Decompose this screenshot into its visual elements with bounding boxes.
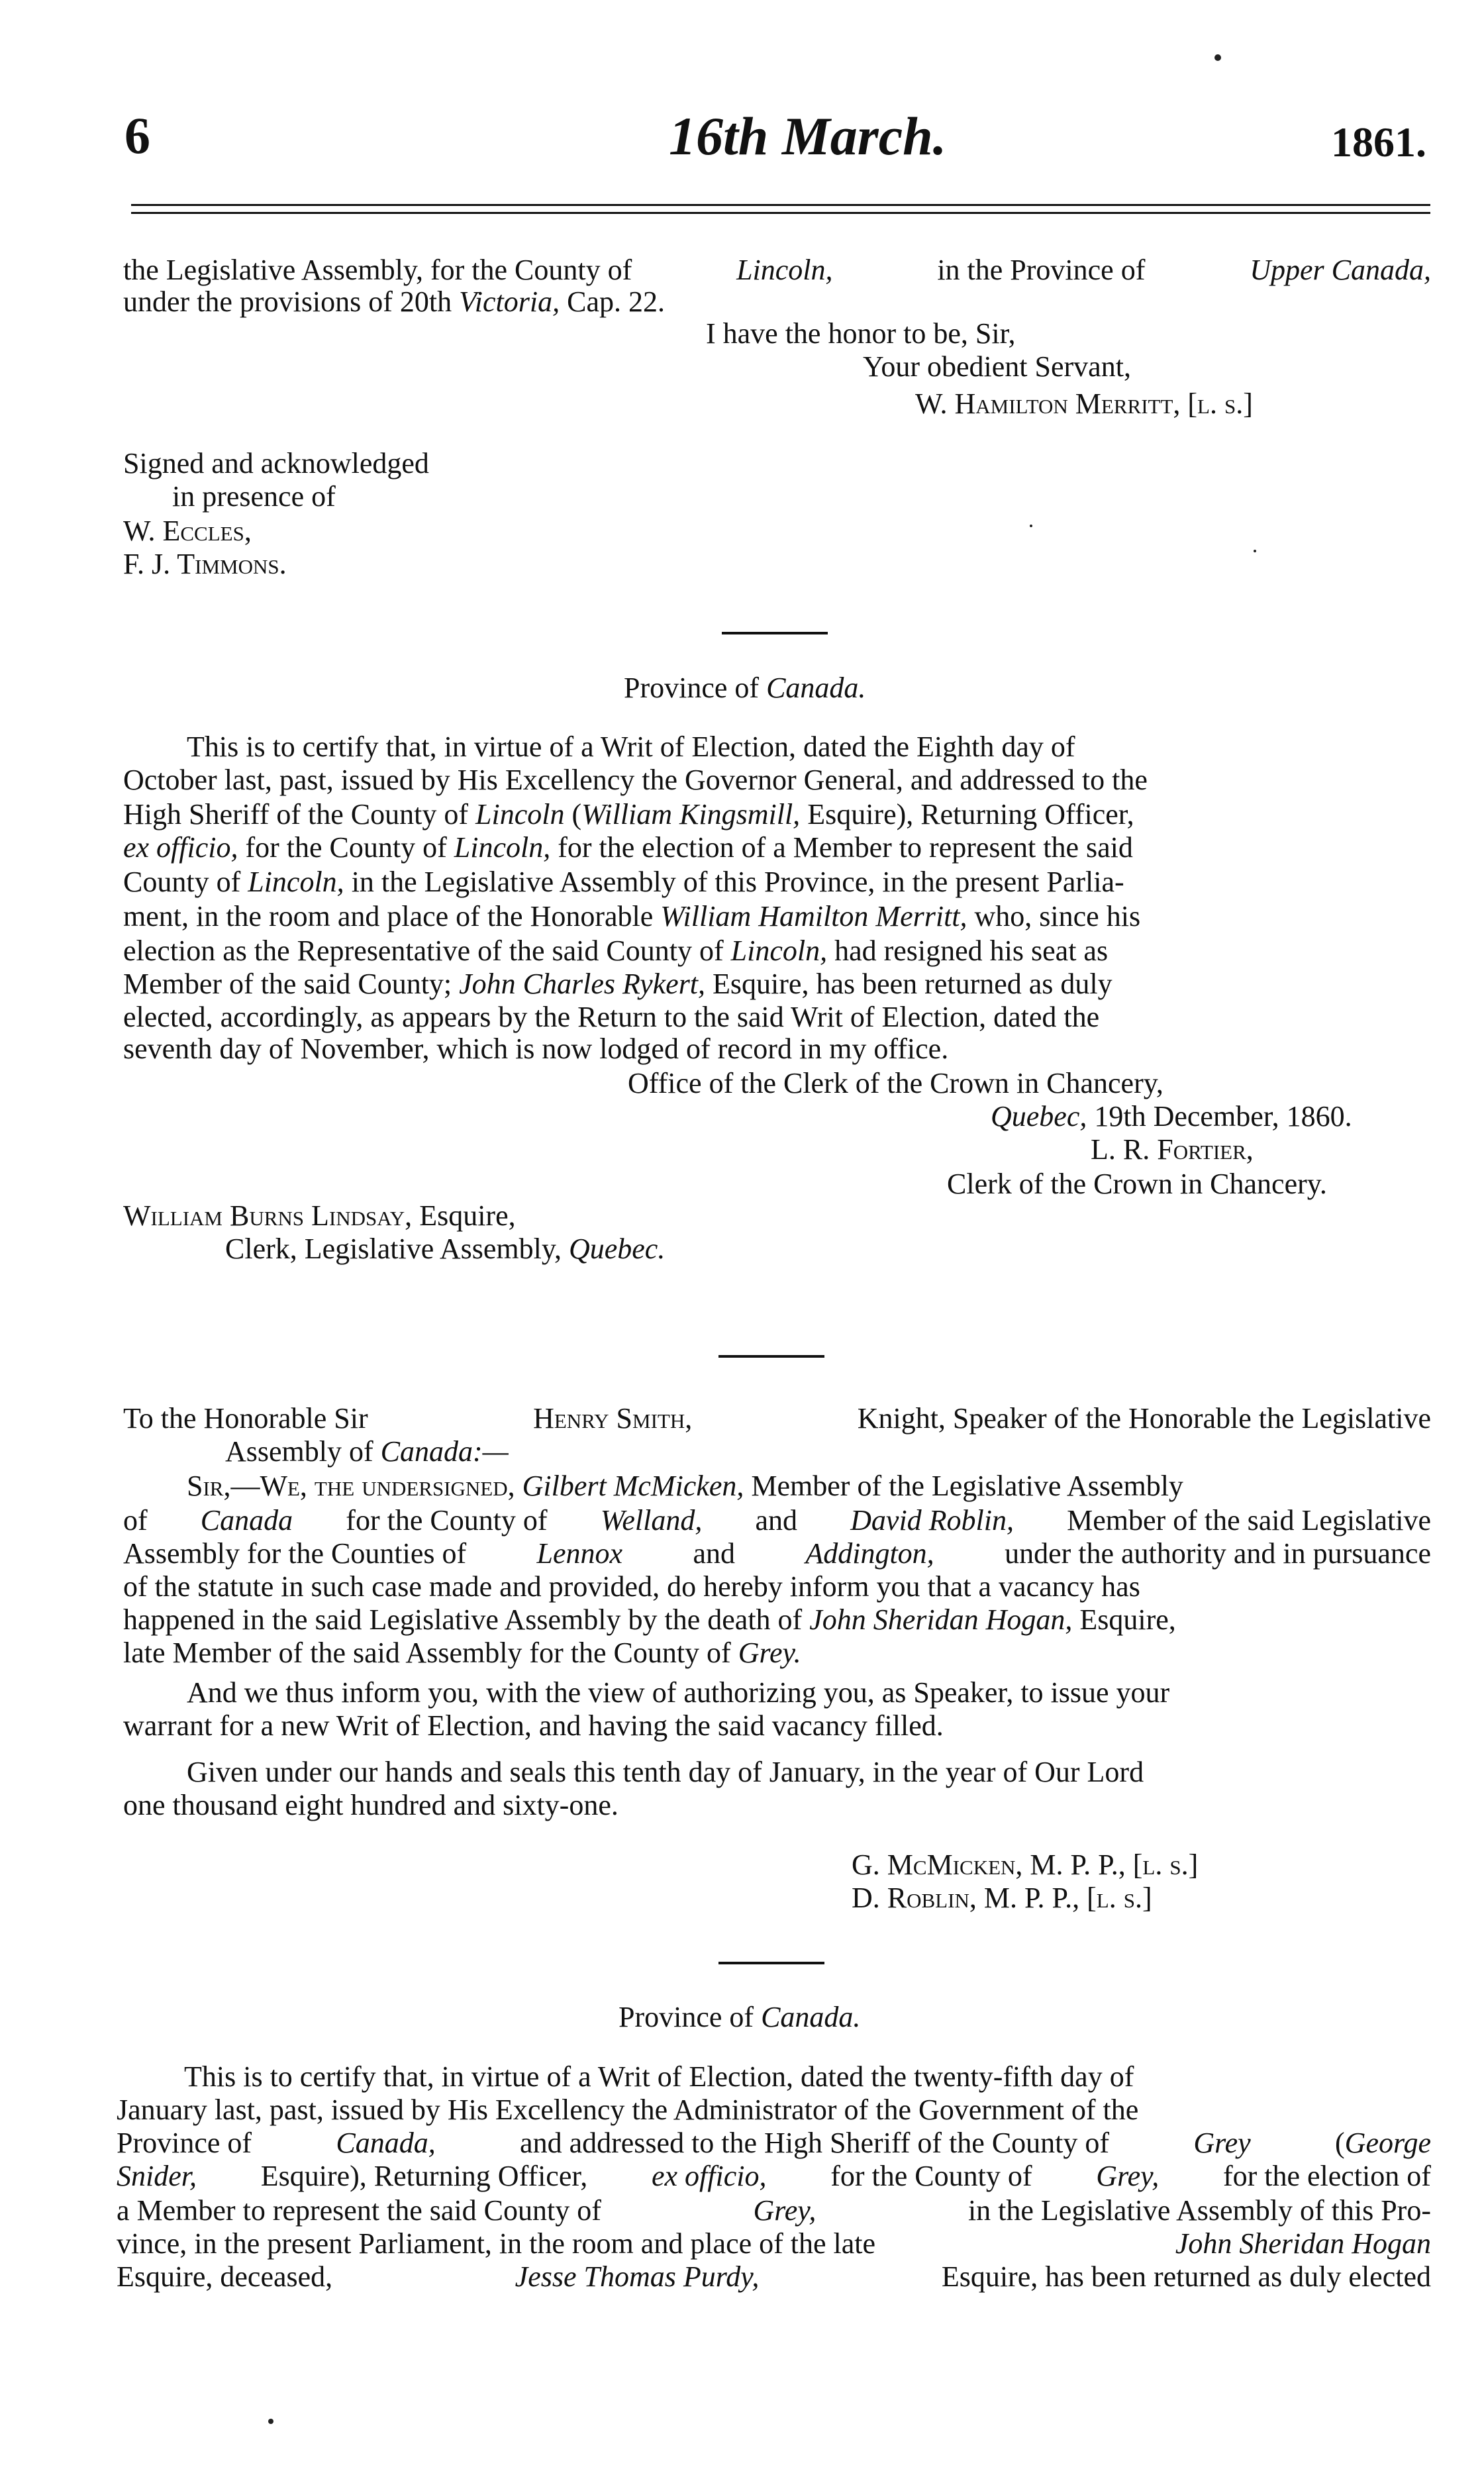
text-line: Given under our hands and seals this tenth day of January, in the year of Our Lord: [187, 1756, 1144, 1788]
witness-line: in presence of: [172, 480, 336, 513]
text-line: of the statute in such case made and provided, do hereby inform you that a vacancy has: [123, 1570, 1140, 1603]
text-line: seventh day of November, which is now lodged of record in my office.: [123, 1033, 949, 1065]
text-line: happened in the said Legislative Assembly by the death of John Sheridan Hogan, Esquire,: [123, 1603, 1176, 1636]
closing-line: I have the honor to be, Sir,: [706, 317, 1016, 350]
office-line: Office of the Clerk of the Crown in Chancery,: [628, 1067, 1163, 1099]
text-line: Assembly for the Counties of Lennox and Addington, under the authority and in pursuance: [123, 1537, 1431, 1570]
text-line: Assembly of Canada:—: [225, 1435, 509, 1468]
section-divider: [722, 632, 828, 634]
text-line: October last, past, issued by His Excellency the Governor General, and addressed to the: [123, 764, 1148, 796]
place-date: Quebec, 19th December, 1860.: [991, 1100, 1352, 1133]
closing-line: Your obedient Servant,: [863, 350, 1131, 383]
witness-line: Signed and acknowledged: [123, 447, 429, 480]
text-line: ex officio, for the County of Lincoln, for the election of a Member to represent the said: [123, 831, 1133, 864]
issue-date: 16th March.: [669, 106, 947, 166]
header-rule-top: [131, 204, 1430, 206]
witness-name: F. J. Timmons.: [123, 548, 287, 580]
text-line: County of Lincoln, in the Legislative Assembly of this Province, in the present Parlia-: [123, 866, 1124, 898]
scan-speck: [268, 2419, 273, 2424]
text-line: elected, accordingly, as appears by the Return to the said Writ of Election, dated the: [123, 1001, 1100, 1033]
text-line: late Member of the said Assembly for the County of Grey.: [123, 1637, 801, 1669]
header-rule-bottom: [131, 212, 1430, 214]
signer-title: Clerk of the Crown in Chancery.: [947, 1168, 1327, 1200]
addressee: William Burns Lindsay, Esquire,: [123, 1199, 516, 1232]
text-line: under the provisions of 20th Victoria, Cap. 22.: [123, 285, 665, 318]
issue-year: 1861.: [1331, 119, 1426, 166]
text-line: one thousand eight hundred and sixty-one.: [123, 1789, 618, 1821]
text-line: a Member to represent the said County of Grey, in the Legislative Assembly of this Pro-: [117, 2194, 1431, 2227]
scan-speck: [1030, 525, 1032, 527]
section-heading: Province of Canada.: [618, 2001, 861, 2033]
addressee: Clerk, Legislative Assembly, Quebec.: [225, 1233, 666, 1265]
scan-speck: [1254, 550, 1256, 552]
section-divider: [718, 1355, 824, 1358]
text-line: To the Honorable Sir Henry Smith, Knight, Speaker of the Honorable the Legislative: [123, 1402, 1431, 1435]
text-line: the Legislative Assembly, for the County of Lincoln, in the Province of Upper Canada,: [123, 254, 1431, 286]
text-line: Snider, Esquire), Returning Officer, ex officio, for the County of Grey, for the election of: [117, 2160, 1431, 2192]
text-line: Sir,—We, the undersigned, Gilbert McMicken, Member of the Legislative Assembly: [187, 1470, 1183, 1502]
text-line: warrant for a new Writ of Election, and having the said vacancy filled.: [123, 1709, 944, 1742]
signature: G. McMicken, M. P. P., [l. s.]: [852, 1848, 1199, 1881]
text-line: Esquire, deceased, Jesse Thomas Purdy, Esquire, has been returned as duly elected: [117, 2260, 1431, 2293]
text-line: Member of the said County; John Charles Rykert, Esquire, has been returned as duly: [123, 968, 1113, 1000]
text-line: And we thus inform you, with the view of authorizing you, as Speaker, to issue your: [187, 1676, 1170, 1709]
text-line: ment, in the room and place of the Honorable William Hamilton Merritt, who, since his: [123, 900, 1141, 933]
signature: D. Roblin, M. P. P., [l. s.]: [852, 1882, 1152, 1914]
text-line: January last, past, issued by His Excellency the Administrator of the Government of the: [117, 2094, 1139, 2126]
text-line: Province of Canada, and addressed to the High Sheriff of the County of Grey (George: [117, 2127, 1431, 2159]
text-line: This is to certify that, in virtue of a Writ of Election, dated the Eighth day of: [187, 731, 1075, 763]
signature: W. Hamilton Merritt, [l. s.]: [915, 387, 1253, 420]
text-line: election as the Representative of the said County of Lincoln, had resigned his seat as: [123, 934, 1109, 967]
text-line: High Sheriff of the County of Lincoln (William Kingsmill, Esquire), Returning Officer,: [123, 798, 1134, 831]
page-number: 6: [124, 107, 150, 164]
text-line: vince, in the present Parliament, in the room and place of the late John Sheridan Hogan: [117, 2227, 1431, 2260]
section-divider: [718, 1962, 824, 1964]
text-line: of Canada for the County of Welland, and David Roblin, Member of the said Legislative: [123, 1504, 1431, 1537]
text-line: This is to certify that, in virtue of a Writ of Election, dated the twenty-fifth day of: [184, 2060, 1134, 2093]
section-heading: Province of Canada.: [624, 672, 866, 704]
signature: L. R. Fortier,: [1091, 1133, 1254, 1166]
witness-name: W. Eccles,: [123, 515, 252, 547]
scan-speck: [1214, 54, 1221, 61]
